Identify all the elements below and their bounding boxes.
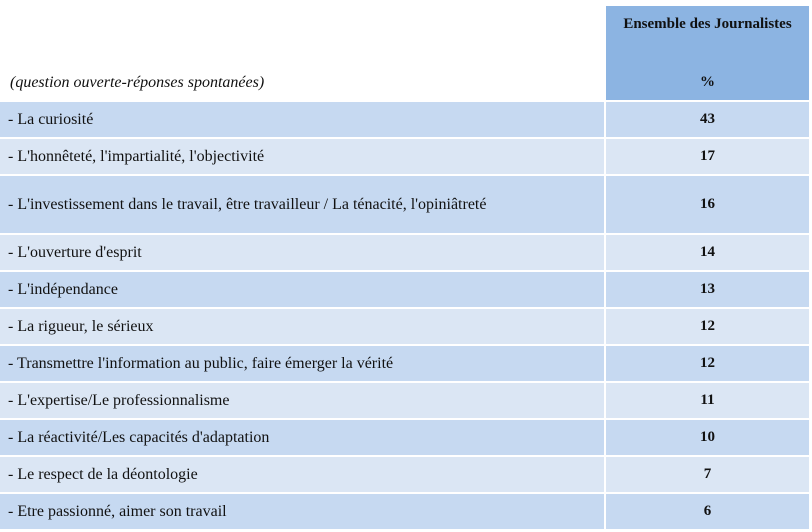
table-row	[0, 235, 809, 270]
row-label: - Etre passionné, aimer son travail	[0, 494, 604, 529]
row-label: - L'indépendance	[0, 272, 604, 307]
table-body	[0, 102, 809, 531]
row-label: - Le respect de la déontologie	[0, 457, 604, 492]
table-row	[0, 420, 809, 455]
column-header-unit: %	[700, 74, 715, 90]
row-value: 10	[606, 420, 809, 455]
row-value: 6	[606, 494, 809, 529]
question-note: (question ouverte-réponses spontanées)	[10, 74, 265, 91]
row-label: - La curiosité	[0, 102, 604, 137]
row-label: - La réactivité/Les capacités d'adaptation	[0, 420, 604, 455]
table-header	[0, 6, 809, 102]
table-row	[0, 383, 809, 418]
row-value: 13	[606, 272, 809, 307]
table-row	[0, 102, 809, 137]
row-value: 12	[606, 309, 809, 344]
row-value: 43	[606, 102, 809, 137]
row-label: - La rigueur, le sérieux	[0, 309, 604, 344]
row-value: 12	[606, 346, 809, 381]
row-label: - L'honnêteté, l'impartialité, l'objectivité	[0, 139, 604, 174]
table-row	[0, 272, 809, 307]
column-header-title: Ensemble des Journalistes	[623, 16, 792, 32]
row-label: - L'expertise/Le professionnalisme	[0, 383, 604, 418]
row-value: 11	[606, 383, 809, 418]
row-value: 7	[606, 457, 809, 492]
table-row	[0, 176, 809, 233]
row-label: - Transmettre l'information au public, faire émerger la vérité	[0, 346, 604, 381]
row-value: 14	[606, 235, 809, 270]
table-row	[0, 494, 809, 529]
row-label: - L'investissement dans le travail, être travailleur / La ténacité, l'opiniâtreté	[0, 176, 604, 233]
row-value: 16	[606, 176, 809, 233]
table-row	[0, 139, 809, 174]
table-row	[0, 457, 809, 492]
column-header-cell	[606, 6, 809, 100]
row-value: 17	[606, 139, 809, 174]
table-row	[0, 309, 809, 344]
row-label: - L'ouverture d'esprit	[0, 235, 604, 270]
table-row	[0, 346, 809, 381]
